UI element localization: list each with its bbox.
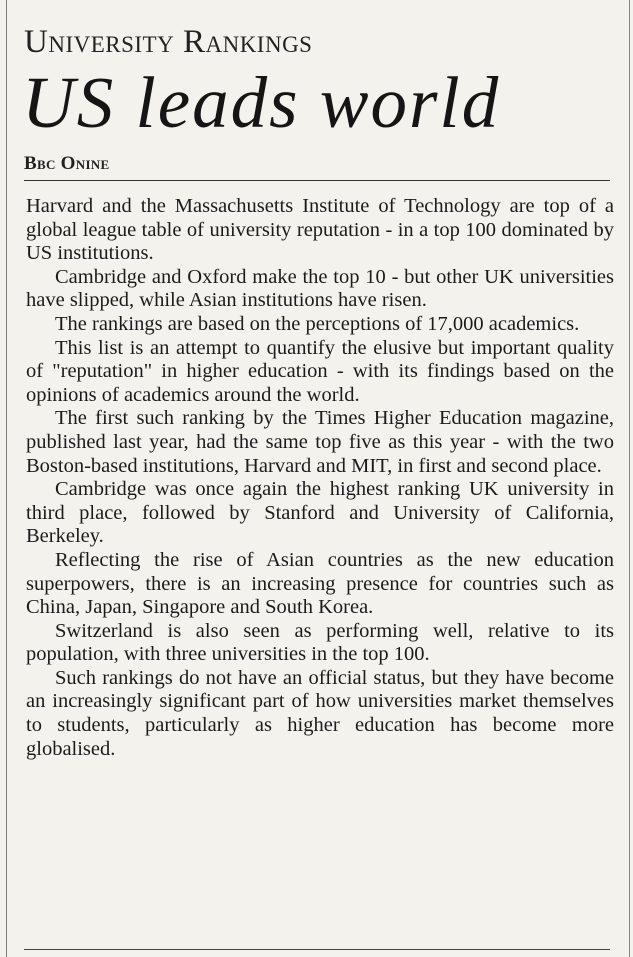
paragraph: Harvard and the Massachusetts Institute of Technology are top of a global league table of university reputation - in a top 100 dominated by US institutions. <box>26 195 614 265</box>
section-kicker: University Rankings <box>24 24 313 60</box>
paragraph: Cambridge and Oxford make the top 10 - but other UK universities have slipped, while Asian institutions have risen. <box>26 265 614 312</box>
right-column-rule <box>629 0 630 957</box>
paragraph: This list is an attempt to quantify the elusive but important quality of "reputation" in higher education - with its findings based on the opinions of academics around the world. <box>26 336 614 406</box>
byline: Bbc Onine <box>24 153 110 174</box>
bottom-divider <box>24 949 610 950</box>
paragraph: Cambridge was once again the highest ranking UK university in third place, followed by Stanford and University of California, Berkeley. <box>26 478 614 548</box>
headline: US leads world <box>22 62 501 143</box>
article-body <box>26 195 614 761</box>
paragraph: The rankings are based on the perceptions of 17,000 academics. <box>55 312 580 335</box>
paragraph: The first such ranking by the Times Higher Education magazine, published last year, had the same top five as this year - with the two Boston-based institutions, Harvard and MIT, in first and second place. <box>26 407 614 477</box>
paragraph: Such rankings do not have an official status, but they have become an increasingly significant part of how universities market themselves to students, particularly as higher education has become more globalised. <box>26 666 614 760</box>
left-column-rule <box>6 0 7 957</box>
paragraph: Reflecting the rise of Asian countries as the new education superpowers, there is an increasing presence for countries such as China, Japan, Singapore and South Korea. <box>26 548 614 619</box>
byline-divider <box>24 180 610 181</box>
paragraph: Switzerland is also seen as performing well, relative to its population, with three universities in the top 100. <box>26 619 614 666</box>
